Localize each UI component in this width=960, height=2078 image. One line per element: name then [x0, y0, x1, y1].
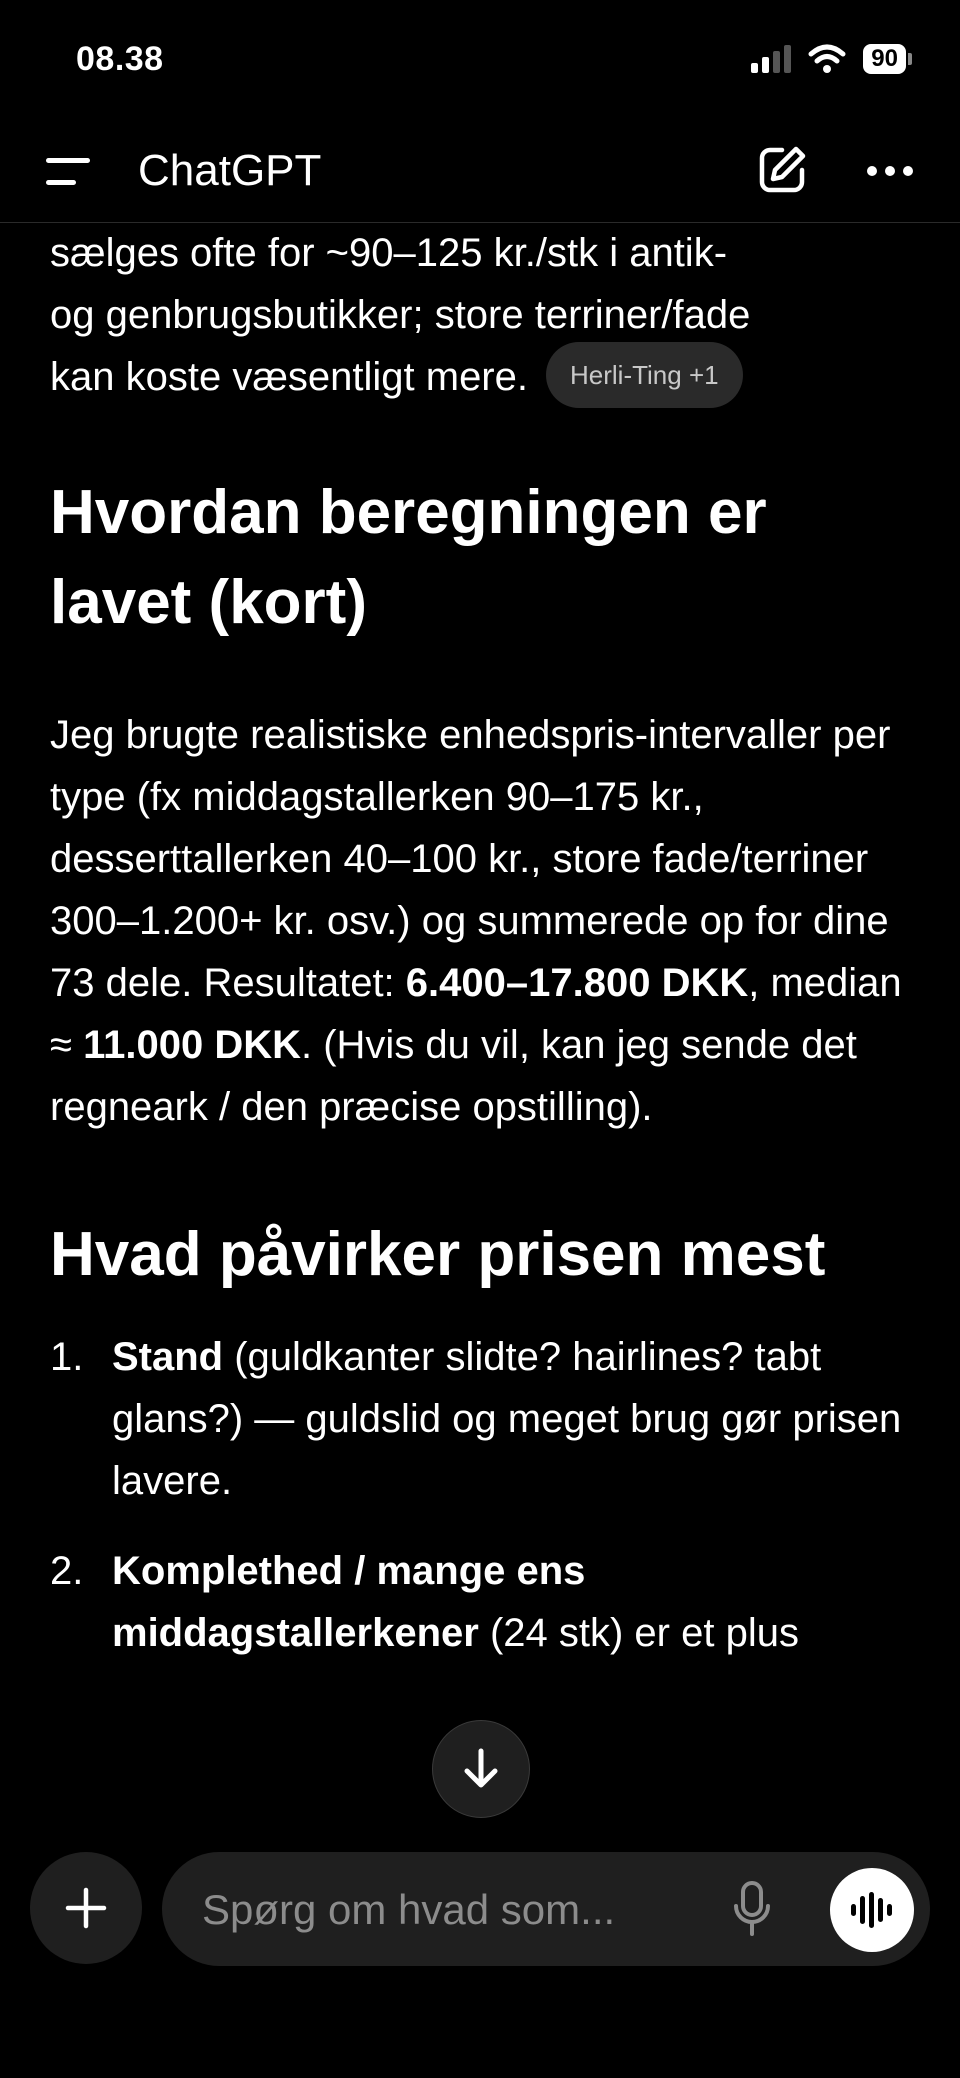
list-number: 1.: [50, 1335, 84, 1380]
composer-bar: [0, 1832, 960, 2078]
list-item-title: Stand: [112, 1335, 224, 1380]
intro-paragraph: [50, 222, 920, 412]
message-input[interactable]: [162, 1852, 930, 1966]
list-item: [50, 1540, 920, 1664]
new-chat-icon[interactable]: [756, 144, 808, 196]
intro-line: sælges ofte for ~90–125 kr./stk i antik-: [50, 231, 728, 275]
paragraph-text: Jeg brugte realistiske enhedspris-intervaller per type (fx middagstallerken 90–175 kr., desserttallerken 40–100 kr., store fade/terriner 300–1.200+ kr. osv.) og summerede op for dine 73 dele. Resultatet:: [50, 713, 891, 1006]
cellular-signal-icon: [751, 45, 791, 73]
list-item-text: (guldkanter slidte? hairlines? tabt glans?) — guldslid og meget brug gør prisen lavere.: [112, 1335, 902, 1504]
app-title: ChatGPT: [138, 146, 322, 195]
sidebar-menu-icon[interactable]: [44, 154, 94, 190]
list-item: [50, 1326, 920, 1512]
price-range: 6.400–17.800 DKK: [405, 961, 749, 1006]
top-bar: [0, 120, 960, 223]
citation-chip[interactable]: Herli-Ting +1: [546, 342, 743, 408]
assistant-message: [50, 222, 920, 1832]
calculation-paragraph: [50, 704, 920, 1138]
battery-icon: [863, 44, 912, 74]
paragraph-text: . (Hvis du vil, kan jeg sende det regneark / den præcise opstilling).: [50, 1023, 857, 1130]
voice-mode-button[interactable]: [830, 1868, 914, 1952]
median-price: 11.000 DKK: [83, 1023, 301, 1068]
status-bar: [0, 0, 960, 120]
section-heading: Hvad påvirker prisen mest: [50, 1220, 826, 1290]
intro-line: kan koste væsentligt mere.: [50, 355, 528, 399]
status-time: 08.38: [76, 40, 164, 78]
paragraph-text: , median ≈: [50, 961, 902, 1068]
more-options-icon[interactable]: [864, 156, 916, 186]
plus-icon: [64, 1886, 108, 1930]
battery-level: 90: [863, 44, 906, 74]
scroll-to-bottom-button[interactable]: [432, 1720, 530, 1818]
list-item-title: Komplethed / mange ens middagstallerkener: [112, 1549, 586, 1656]
section-heading: Hvordan beregningen er lavet (kort): [50, 478, 767, 638]
status-icons: [751, 44, 912, 74]
arrow-down-icon: [461, 1747, 501, 1791]
factors-list: [50, 1326, 920, 1664]
voice-waveform-icon: [848, 1890, 896, 1930]
list-item-text: (24 stk) er et plus: [478, 1611, 799, 1656]
wifi-icon: [807, 44, 847, 74]
add-attachment-button[interactable]: [30, 1852, 142, 1964]
list-number: 2.: [50, 1549, 84, 1594]
input-placeholder: Spørg om hvad som...: [202, 1886, 616, 1933]
microphone-icon[interactable]: [732, 1880, 772, 1938]
intro-line: og genbrugsbutikker; store terriner/fade: [50, 293, 751, 337]
